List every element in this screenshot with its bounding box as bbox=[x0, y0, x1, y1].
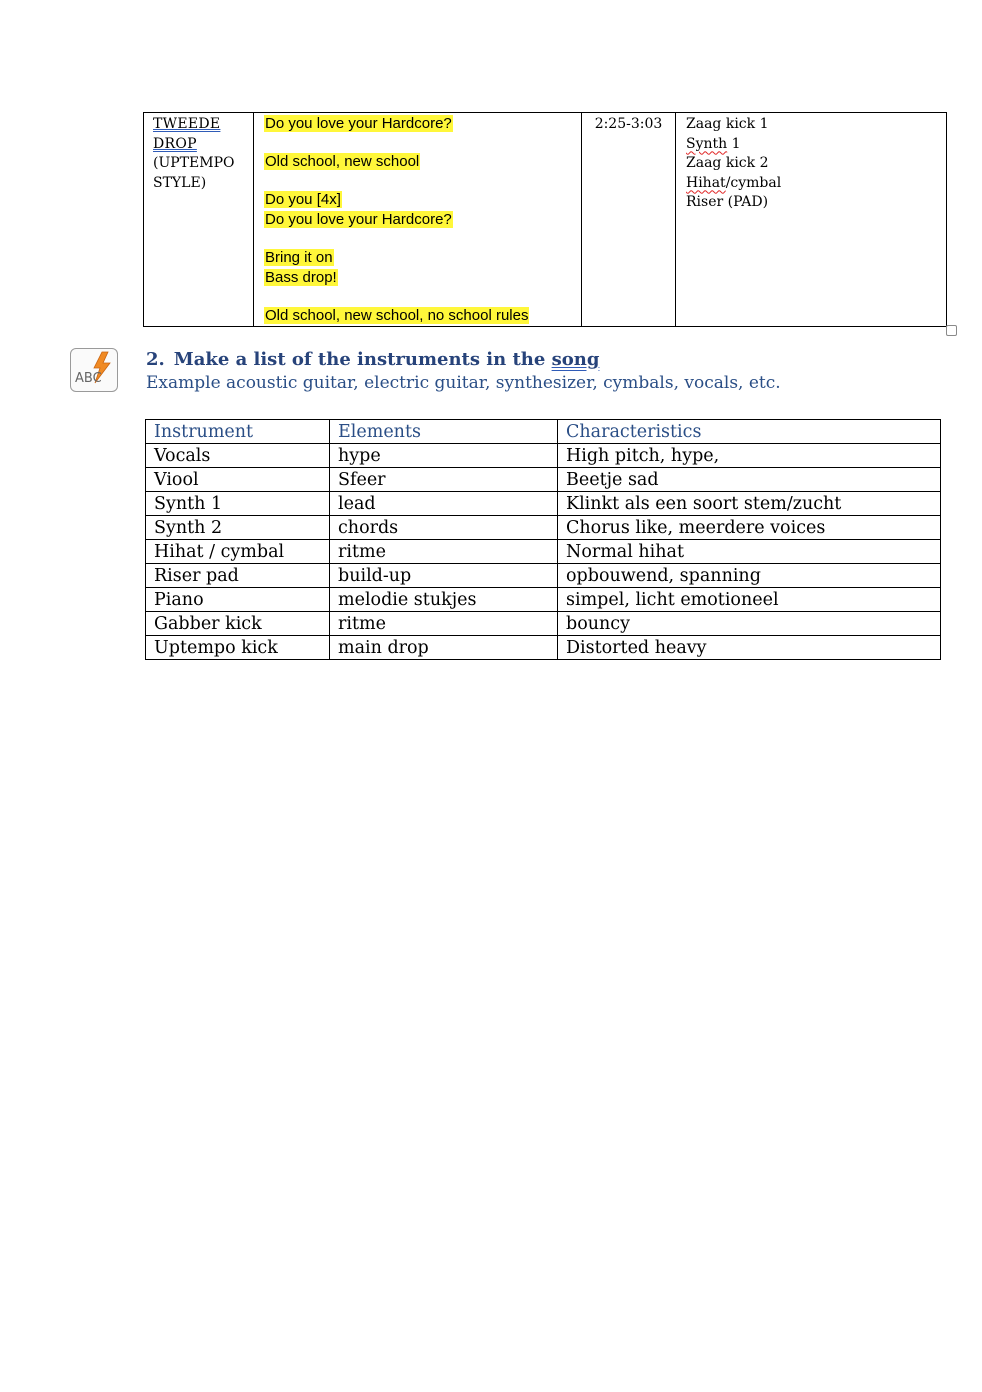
instrument-line: Zaag kick 2 bbox=[686, 155, 769, 171]
table-row bbox=[146, 564, 941, 588]
table-row bbox=[146, 588, 941, 612]
cell-instrument[interactable]: Gabber kick bbox=[146, 612, 330, 636]
lyric-line: Do you love your Hardcore? bbox=[265, 211, 452, 228]
lyric-line: Bring it on bbox=[265, 249, 333, 266]
section-name-line: TWEEDE bbox=[153, 116, 221, 132]
table-resize-handle[interactable] bbox=[946, 325, 957, 336]
abc-label: ABC bbox=[75, 371, 102, 386]
cell-instrument[interactable]: Synth 1 bbox=[146, 492, 330, 516]
lyric-line: Old school, new school, no school rules bbox=[265, 307, 529, 324]
section-heading bbox=[146, 349, 599, 370]
cell-characteristics[interactable]: Normal hihat bbox=[558, 540, 941, 564]
table-row bbox=[146, 468, 941, 492]
cell-instrument[interactable]: Viool bbox=[146, 468, 330, 492]
cell-characteristics[interactable]: Chorus like, meerdere voices bbox=[558, 516, 941, 540]
lyric-line: Do you love your Hardcore? bbox=[265, 115, 452, 132]
instrument-table-body bbox=[146, 444, 941, 660]
lyric-line: Old school, new school bbox=[265, 153, 420, 170]
lyrics-table bbox=[143, 112, 947, 327]
cell-elements[interactable]: chords bbox=[330, 516, 558, 540]
table-row bbox=[144, 113, 947, 327]
time-range: 2:25-3:03 bbox=[594, 116, 663, 132]
cell-instrument[interactable]: Hihat / cymbal bbox=[146, 540, 330, 564]
cell-characteristics[interactable]: Beetje sad bbox=[558, 468, 941, 492]
table-row bbox=[146, 444, 941, 468]
heading-subtitle: Example acoustic guitar, electric guitar, synthesizer, cymbals, vocals, etc. bbox=[146, 373, 781, 393]
cell-instrument[interactable]: Riser pad bbox=[146, 564, 330, 588]
instruments-cell[interactable] bbox=[676, 113, 947, 327]
table-row bbox=[146, 612, 941, 636]
cell-instrument[interactable]: Piano bbox=[146, 588, 330, 612]
cell-elements[interactable]: melodie stukjes bbox=[330, 588, 558, 612]
section-style-line: (UPTEMPO bbox=[153, 155, 235, 171]
instrument-line: Riser (PAD) bbox=[686, 194, 769, 210]
column-header-characteristics[interactable]: Characteristics bbox=[558, 420, 941, 444]
table-row bbox=[146, 540, 941, 564]
cell-elements[interactable]: hype bbox=[330, 444, 558, 468]
cell-characteristics[interactable]: High pitch, hype, bbox=[558, 444, 941, 468]
spelling-check-icon[interactable] bbox=[70, 348, 118, 392]
cell-characteristics[interactable]: Distorted heavy bbox=[558, 636, 941, 660]
lyrics-cell[interactable] bbox=[254, 113, 582, 327]
cell-characteristics[interactable]: bouncy bbox=[558, 612, 941, 636]
instrument-table bbox=[145, 419, 941, 660]
cell-characteristics[interactable]: Klinkt als een soort stem/zucht bbox=[558, 492, 941, 516]
cell-characteristics[interactable]: opbouwend, spanning bbox=[558, 564, 941, 588]
section-name-line: DROP bbox=[153, 135, 197, 152]
cell-instrument[interactable]: Vocals bbox=[146, 444, 330, 468]
cell-elements[interactable]: Sfeer bbox=[330, 468, 558, 492]
instrument-line: Hihat/cymbal bbox=[686, 174, 782, 191]
heading-number: 2. bbox=[146, 349, 165, 370]
cell-elements[interactable]: main drop bbox=[330, 636, 558, 660]
time-cell[interactable] bbox=[582, 113, 676, 327]
cell-elements[interactable]: ritme bbox=[330, 612, 558, 636]
table-row bbox=[146, 516, 941, 540]
table-header-row bbox=[146, 420, 941, 444]
table-row bbox=[146, 636, 941, 660]
heading-song-word: song bbox=[551, 349, 600, 370]
cell-instrument[interactable]: Uptempo kick bbox=[146, 636, 330, 660]
column-header-instrument[interactable]: Instrument bbox=[146, 420, 330, 444]
lyric-line: Do you [4x] bbox=[265, 191, 341, 208]
instrument-line: Zaag kick 1 bbox=[686, 116, 769, 132]
heading-text: Make a list of the instruments in the bbox=[173, 349, 552, 370]
cell-elements[interactable]: lead bbox=[330, 492, 558, 516]
section-cell[interactable] bbox=[144, 113, 254, 327]
instrument-line: Synth 1 bbox=[686, 135, 741, 152]
column-header-elements[interactable]: Elements bbox=[330, 420, 558, 444]
section-style-line: STYLE) bbox=[153, 174, 207, 191]
cell-elements[interactable]: build-up bbox=[330, 564, 558, 588]
table-row bbox=[146, 492, 941, 516]
cell-characteristics[interactable]: simpel, licht emotioneel bbox=[558, 588, 941, 612]
cell-instrument[interactable]: Synth 2 bbox=[146, 516, 330, 540]
cell-elements[interactable]: ritme bbox=[330, 540, 558, 564]
lyric-line: Bass drop! bbox=[265, 269, 337, 286]
